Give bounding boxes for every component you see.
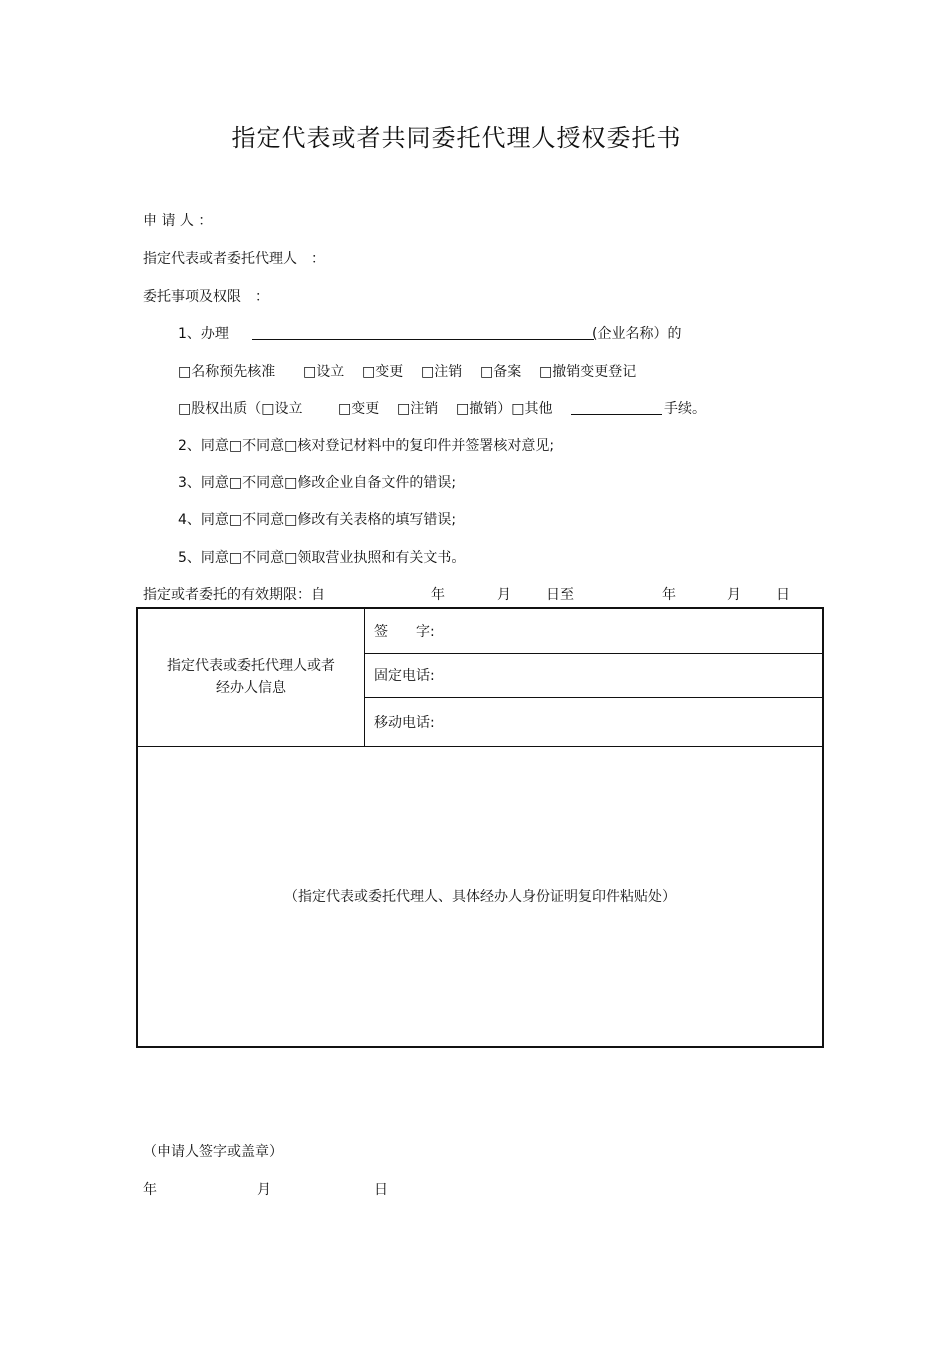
info-header-cell <box>137 608 365 746</box>
item-4: 4、同意□不同意□修改有关表格的填写错误; <box>178 512 457 528</box>
matters-label: 委托事项及权限 ： <box>143 289 269 305</box>
option-name-approval[interactable]: □名称预先核准 <box>178 364 276 380</box>
validity-day-to: 日至 <box>546 587 574 603</box>
phone-label: 固定电话: <box>374 668 435 684</box>
info-header-line-1: 指定代表或委托代理人或者 <box>167 658 335 675</box>
row-b-suffix: 手续。 <box>664 401 706 417</box>
option-revoke-change[interactable]: □撤销变更登记 <box>539 364 637 380</box>
footer-day: 日 <box>374 1182 388 1198</box>
validity-month-2: 月 <box>727 587 741 603</box>
item1-prefix: 1、办理 <box>178 326 229 342</box>
mobile-cell[interactable] <box>365 697 824 746</box>
option-pledge-change[interactable]: □变更 <box>338 401 380 417</box>
option-equity-pledge[interactable]: □股权出质（□设立 <box>178 401 303 417</box>
footer-year: 年 <box>143 1182 157 1198</box>
validity-day-2: 日 <box>776 587 790 603</box>
applicant-sign-note: （申请人签字或盖章） <box>143 1144 283 1160</box>
option-pledge-cancel[interactable]: □注销 <box>397 401 439 417</box>
signature-label: 签 字: <box>374 623 435 640</box>
representative-label: 指定代表或者委托代理人 ： <box>143 251 325 267</box>
validity-month-1: 月 <box>497 587 511 603</box>
phone-cell[interactable] <box>365 653 824 697</box>
option-pledge-revoke-other[interactable]: □撤销）□其他 <box>456 401 553 417</box>
mobile-label: 移动电话: <box>374 714 435 731</box>
item1-suffix: (企业名称）的 <box>592 326 682 342</box>
item-5: 5、同意□不同意□领取营业执照和有关文书。 <box>178 550 466 566</box>
info-header-line-2: 经办人信息 <box>216 680 286 697</box>
paste-note: （指定代表或委托代理人、具体经办人身份证明复印件粘贴处） <box>284 889 676 906</box>
company-name-blank[interactable] <box>252 325 594 340</box>
other-blank[interactable] <box>571 400 662 415</box>
id-copy-paste-area <box>137 746 823 1047</box>
representative-info-table <box>136 607 824 1048</box>
option-filing[interactable]: □备案 <box>480 364 522 380</box>
item-3: 3、同意□不同意□修改企业自备文件的错误; <box>178 475 457 491</box>
item-2: 2、同意□不同意□核对登记材料中的复印件并签署核对意见; <box>178 438 555 454</box>
applicant-label: 申 请 人 ： <box>143 213 213 229</box>
footer-month: 月 <box>257 1182 271 1198</box>
document-title: 指定代表或者共同委托代理人授权委托书 <box>231 124 682 152</box>
validity-year-2: 年 <box>662 587 676 603</box>
option-establish[interactable]: □设立 <box>303 364 345 380</box>
validity-year-1: 年 <box>431 587 445 603</box>
signature-cell[interactable] <box>365 608 824 653</box>
option-change[interactable]: □变更 <box>362 364 404 380</box>
option-cancel[interactable]: □注销 <box>421 364 463 380</box>
validity-label: 指定或者委托的有效期限：自 <box>143 587 325 603</box>
